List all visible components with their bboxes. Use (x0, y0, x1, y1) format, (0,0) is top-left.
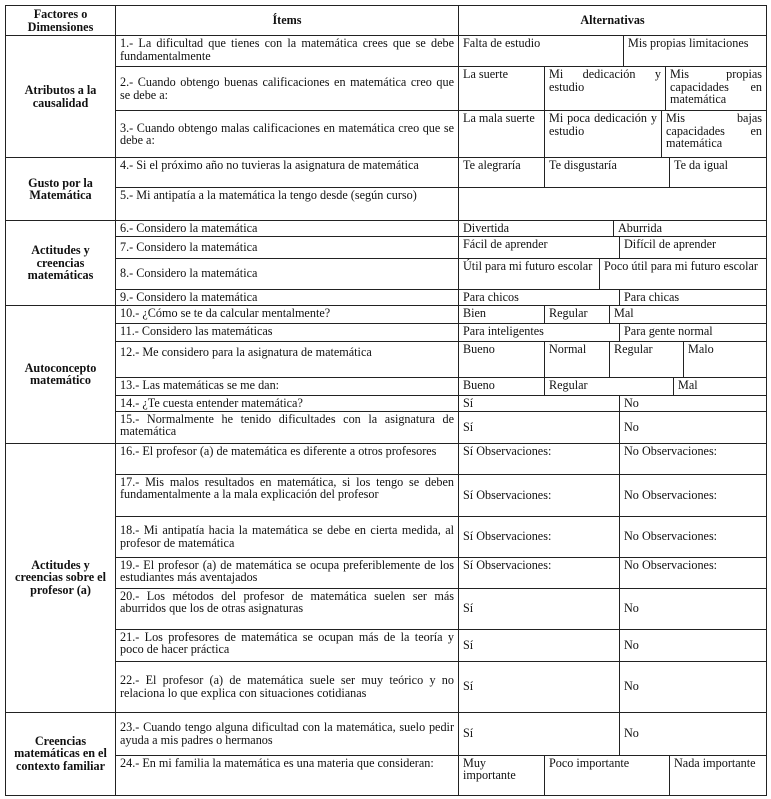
alternative: Regular (544, 306, 609, 323)
item-text: 20.- Los métodos del profesor de matemática suelen ser más aburridos que los de otras asignaturas (116, 588, 459, 629)
item-text: 15.- Normalmente he tenido dificultades con la asignatura de matemática (116, 411, 459, 443)
alternative: Poco útil para mi futuro escolar (599, 259, 766, 289)
alternative: Mis propias capacidades en matemática (665, 67, 766, 110)
item-text: 9.- Considero la matemática (116, 289, 459, 305)
item-text: 10.- ¿Cómo se te da calcular mentalmente? (116, 305, 459, 323)
factor-cell: Creencias matemáticas en el contexto familiar (6, 712, 116, 795)
alternative: Sí (463, 726, 474, 741)
table-row (6, 323, 767, 341)
alternative: Para chicos (463, 289, 519, 304)
item-text: 4.- Si el próximo año no tuvieras la asignatura de matemática (116, 158, 459, 188)
alternative: No Observaciones: (619, 517, 766, 557)
item-text: 3.- Cuando obtengo malas calificaciones en matemática creo que se debe a: (116, 111, 459, 158)
alternative: Sí Observaciones: (463, 557, 552, 572)
alternative: No Observaciones: (619, 475, 766, 516)
factor-cell: Atributos a la causalidad (6, 36, 116, 158)
alternative: Falta de estudio (463, 36, 541, 50)
item-text: 22.- El profesor (a) de matemática suele ser muy teórico y no relaciona lo que explica con situaciones cotidianas (116, 661, 459, 712)
alternative: No (619, 412, 766, 443)
table-row (6, 557, 767, 588)
item-text: 8.- Considero la matemática (116, 258, 459, 289)
alternative: Bueno (463, 341, 495, 356)
alternative: Malo (683, 342, 766, 377)
alternative: Divertida (463, 221, 510, 235)
header-factors: Factores o Dimensiones (6, 6, 116, 36)
empty-alternatives (459, 188, 767, 221)
alternative: Mi dedicación y estudio (544, 67, 665, 110)
item-text: 12.- Me considero para la asignatura de matemática (116, 341, 459, 377)
alternative: Sí Observaciones: (463, 487, 552, 502)
alternative: Útil para mi futuro escolar (463, 258, 593, 273)
alternative: Normal (544, 342, 609, 377)
item-text: 21.- Los profesores de matemática se ocupan más de la teoría y poco de hacer práctica (116, 629, 459, 661)
table-row (6, 443, 767, 474)
table-row (6, 755, 767, 795)
table-row (6, 221, 767, 237)
table-row (6, 629, 767, 661)
table-row (6, 289, 767, 305)
alternative: La suerte (463, 67, 509, 81)
table-row (6, 395, 767, 411)
alternative: Mis bajas capacidades en matemática (661, 111, 766, 157)
alternative: Sí Observaciones: (463, 443, 552, 458)
alternative: Mal (609, 306, 766, 323)
table-row (6, 377, 767, 395)
header-row (6, 6, 767, 36)
item-text: 23.- Cuando tengo alguna dificultad con la matemática, suelo pedir ayuda a mis padres o hermanos (116, 712, 459, 755)
alternative: Para inteligentes (463, 323, 544, 338)
table-row (6, 474, 767, 516)
table-row (6, 305, 767, 323)
item-text: 13.- Las matemáticas se me dan: (116, 377, 459, 395)
alternative: No (619, 396, 766, 411)
alternative: Para gente normal (619, 324, 766, 341)
alternative: Sí (463, 637, 474, 652)
item-text: 19.- El profesor (a) de matemática se ocupa preferiblemente de los estudiantes más aventajados (116, 557, 459, 588)
factor-cell: Actitudes y creencias matemáticas (6, 221, 116, 306)
alternative: Bueno (463, 377, 495, 392)
alternative: La mala suerte (463, 111, 535, 125)
item-text: 14.- ¿Te cuesta entender matemática? (116, 395, 459, 411)
item-text: 2.- Cuando obtengo buenas calificaciones en matemática creo que se debe a: (116, 67, 459, 111)
item-text: 5.- Mi antipatía a la matemática la tengo desde (según curso) (116, 188, 459, 221)
alternative: No (619, 589, 766, 629)
alternative: Mis propias limitaciones (623, 36, 766, 66)
alternative: Te alegraría (463, 158, 521, 172)
alternative: Sí (463, 601, 474, 616)
table-row (6, 67, 767, 111)
table-row (6, 661, 767, 712)
table-row (6, 236, 767, 258)
table-row (6, 36, 767, 67)
item-text: 11.- Considero las matemáticas (116, 323, 459, 341)
alternative: Regular (609, 342, 683, 377)
item-text: 17.- Mis malos resultados en matemática, si los tengo se deben fundamentalmente a la mala explicación del profesor (116, 474, 459, 516)
alternative: Poco importante (544, 756, 669, 795)
factor-cell: Autoconcepto matemático (6, 305, 116, 443)
factor-cell: Gusto por la Matemática (6, 158, 116, 221)
item-text: 24.- En mi familia la matemática es una materia que consideran: (116, 755, 459, 795)
alternative: Para chicas (619, 290, 766, 305)
alternative: Nada importante (669, 756, 766, 795)
table-row (6, 111, 767, 158)
alternative: Te da igual (669, 158, 766, 187)
table-row (6, 258, 767, 289)
alternative: Fácil de aprender (463, 236, 548, 251)
alternative: Difícil de aprender (619, 237, 766, 258)
table-row (6, 188, 767, 221)
alternative: Te disgustaría (544, 158, 669, 187)
header-alternatives: Alternativas (459, 6, 767, 36)
alternative: Regular (544, 378, 673, 395)
table-row (6, 411, 767, 443)
table-row (6, 588, 767, 629)
alternative: No (619, 630, 766, 661)
table-row (6, 712, 767, 755)
survey-table (5, 5, 767, 796)
alternative: No (619, 713, 766, 755)
item-text: 6.- Considero la matemática (116, 221, 459, 237)
table-row (6, 341, 767, 377)
item-text: 1.- La dificultad que tienes con la matemática crees que se debe fundamentalmente (116, 36, 459, 67)
item-text: 18.- Mi antipatía hacia la matemática se debe en cierta medida, al profesor de matemática (116, 516, 459, 557)
alternative: No Observaciones: (619, 558, 766, 588)
alternative: Mi poca dedicación y estudio (544, 111, 661, 157)
alternative: No (619, 662, 766, 712)
factor-cell: Actitudes y creencias sobre el profesor (a) (6, 443, 116, 712)
alternative: Sí (463, 395, 474, 410)
table-row (6, 516, 767, 557)
alternative: No Observaciones: (619, 444, 766, 474)
alternative: Mal (673, 378, 766, 395)
alternative: Sí (463, 679, 474, 694)
alternative: Aburrida (613, 221, 766, 236)
item-text: 16.- El profesor (a) de matemática es diferente a otros profesores (116, 443, 459, 474)
alternative: Muy importante (463, 755, 516, 782)
table-row (6, 158, 767, 188)
alternative: Sí Observaciones: (463, 529, 552, 544)
alternative: Sí (463, 419, 474, 434)
item-text: 7.- Considero la matemática (116, 236, 459, 258)
header-items: Ítems (116, 6, 459, 36)
alternative: Bien (463, 305, 487, 320)
